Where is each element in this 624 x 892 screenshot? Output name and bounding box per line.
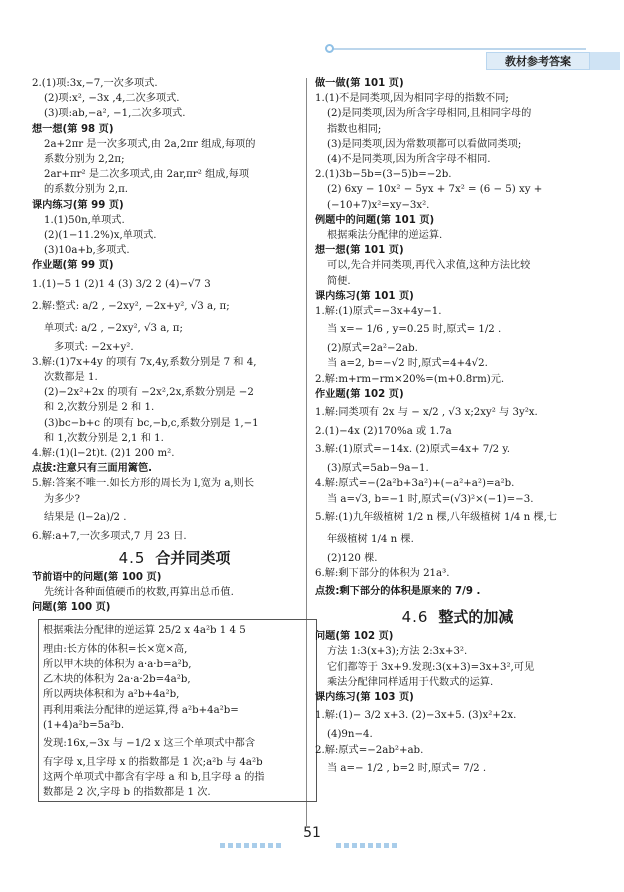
text-line: (2)原式=2a²−2ab. — [327, 343, 418, 355]
text-line: (3)原式=5ab−9a−1. — [327, 463, 429, 475]
text-line: 2.(1)项:3x,−7,一次多项式. — [32, 78, 158, 89]
text-line: 2.解:m+rm−rm×20%=(m+0.8rm)元. — [315, 373, 505, 385]
text-line: 想一想(第 98 页) — [32, 123, 114, 135]
text-line: 可以,先合并同类项,再代入求值,这种方法比较 — [327, 260, 531, 272]
boxed-answer — [38, 619, 317, 802]
boxed-line: 数都是 2 次,字母 b 的指数都是 1 次. — [43, 787, 211, 799]
section-name: 整式的加减 — [438, 608, 514, 627]
text-line: 6.解:剩下部分的体积为 21a³. — [315, 568, 450, 580]
boxed-line: 发现:16x,−3x 与 −1/2 x 这三个单项式中都含 — [43, 737, 256, 749]
text-line: 2ar+πr² 是二次多项式,由 2ar,πr² 组成,每项 — [44, 169, 250, 181]
header-ring-icon — [325, 44, 334, 53]
boxed-line: 所以甲木块的体积为 a·a·b=a²b, — [43, 658, 192, 670]
text-line: 1.(1)−5 1 (2)1 4 (3) 3/2 2 (4)−√7 3 — [32, 278, 211, 290]
text-line: 当 a=− 1/2 , b=2 时,原式= 7/2 . — [327, 762, 487, 774]
text-line: (2)(1−11.2%)x,单项式. — [44, 230, 157, 242]
text-line: 课内练习(第 101 页) — [315, 290, 414, 302]
text-line: 4.解:(1)(l−2t)t. (2)1 200 m². — [32, 448, 175, 460]
text-line: 例题中的问题(第 101 页) — [315, 214, 435, 226]
text-line: 当 x=− 1/6 , y=0.25 时,原式= 1/2 . — [327, 324, 502, 336]
text-line: 年级植树 1/4 n 棵. — [327, 533, 414, 545]
text-line: 和 1,次数分别是 2,1 和 1. — [44, 432, 164, 444]
text-line: 5.解:答案不唯一.如长方形的周长为 l,宽为 a,则长 — [32, 478, 255, 490]
text-line: 1.解:(1)− 3/2 x+3. (2)−3x+5. (3)x²+2x. — [315, 710, 517, 722]
text-line: 1.(1)50n,单项式. — [44, 214, 125, 226]
text-line: 1.解:(1)原式=−3x+4y−1. — [315, 306, 442, 318]
text-line: 乘法分配律同样适用于代数式的运算. — [327, 676, 494, 688]
boxed-line: (1+4)a²b=5a²b. — [43, 719, 125, 731]
text-line: (3)项:ab,−a², −1,二次多项式. — [44, 108, 186, 120]
text-line: 2.解:原式=−2ab²+ab. — [315, 744, 424, 756]
text-line: 点拨:剩下部分的体积是原来的 7/9 . — [315, 586, 481, 598]
right-answers-2 — [315, 629, 600, 779]
text-line: 作业题(第 99 页) — [32, 260, 114, 272]
text-line: 2.(1)3b−5b=(3−5)b=−2b. — [315, 169, 452, 181]
text-line: 点拔:注意只有三面用篱笆. — [32, 463, 153, 475]
text-line: 作业题(第 102 页) — [315, 388, 404, 400]
footer-dots-left — [220, 833, 284, 838]
text-line: 4.解:原式=−(2a²b+3a²)+(−a²+a²)=a²b. — [315, 478, 515, 490]
text-line: (4)不是同类项,因为所含字母不相同. — [327, 154, 491, 166]
boxed-line: 乙木块的体积为 2a·a·2b=4a²b, — [43, 674, 191, 686]
boxed-line: 理由:长方体的体积=长×宽×高, — [43, 643, 188, 655]
text-line: 想一想(第 101 页) — [315, 245, 404, 257]
section-title-4-5 — [32, 547, 317, 569]
text-line: (3)bc−b+c 的项有 bc,−b,c,系数分别是 1,−1 — [44, 417, 259, 429]
text-line: 2a+2πr 是一次多项式,由 2a,2πr 组成,每项的 — [44, 138, 256, 150]
text-line: 简便. — [327, 275, 351, 287]
text-line: 根据乘法分配律的逆运算. — [327, 230, 443, 242]
text-line: (2) 6xy − 10x² − 5yx + 7x² = (6 − 5) xy + — [327, 184, 543, 196]
text-line: 它们都等于 3x+9.发现:3(x+3)=3x+3²,可见 — [327, 661, 535, 673]
text-line: (2)120 棵. — [327, 552, 378, 564]
header-tab-accent — [590, 52, 620, 70]
text-line: 问题(第 102 页) — [315, 631, 394, 643]
text-line: 指数也相同; — [327, 123, 382, 135]
text-line: (3)是同类项,因为常数项都可以看做同类项; — [327, 138, 522, 150]
header-rule — [330, 48, 586, 50]
text-line: 的系数分别为 2,π. — [44, 184, 129, 196]
text-line: 为多少? — [44, 493, 81, 505]
left-answers — [32, 76, 317, 544]
page-number: 51 — [303, 825, 321, 841]
header-title: 教材参考答案 — [486, 52, 590, 70]
text-line: 方法 1:3(x+3);方法 2:3x+3². — [327, 646, 468, 658]
text-line: 课内练习(第 103 页) — [315, 692, 414, 704]
boxed-line: 有字母 x,且字母 x 的指数都是 1 次;a²b 与 4a²b — [43, 756, 263, 768]
text-line: 2.(1)−4x (2)170%a 或 1.7a — [315, 426, 452, 438]
text-line: (4)9n−4. — [327, 729, 373, 741]
text-line: (2)项:x², −3x ,4,二次多项式. — [44, 93, 180, 105]
boxed-line: 再利用乘法分配律的逆运算,得 a²b+4a²b= — [43, 704, 239, 716]
text-line: 6.解:a+7,一次多项式,7 月 23 日. — [32, 530, 187, 542]
text-line: 2.解:整式: a/2 , −2xy², −2x+y², √3 a, π; — [32, 300, 230, 312]
text-line: 单项式: a/2 , −2xy², √3 a, π; — [44, 322, 183, 334]
text-line: 当 a=2, b=−√2 时,原式=4+4√2. — [327, 358, 488, 370]
text-line: 当 a=√3, b=−1 时,原式=(√3)²×(−1)=−3. — [327, 493, 534, 505]
text-line: 1.(1)不是同类项,因为相同字母的指数不同; — [315, 93, 509, 105]
text-line: 问题(第 100 页) — [32, 602, 111, 614]
section-title-4-6 — [315, 606, 600, 628]
text-line: 3.解:(1)原式=−14x. (2)原式=4x+ 7/2 y. — [315, 444, 511, 456]
boxed-line: 这两个单项式中都含有字母 a 和 b,且字母 a 的指 — [43, 772, 265, 784]
section-name: 合并同类项 — [155, 549, 231, 568]
section-number: 4.6 — [401, 608, 429, 627]
text-line: 1.解:同类项有 2x 与 − x/2 , √3 x;2xy² 与 3y²x. — [315, 407, 538, 419]
text-line: 系数分别为 2,2π; — [44, 154, 125, 166]
text-line: (−10+7)x²=xy−3x². — [327, 199, 430, 211]
text-line: 次数都是 1. — [44, 372, 98, 384]
text-line: 5.解:(1)九年级植树 1/2 n 棵,八年级植树 1/4 n 棵,七 — [315, 511, 558, 523]
boxed-line: 所以两块体积和为 a²b+4a²b, — [43, 689, 180, 701]
left-answers-2 — [32, 570, 317, 616]
text-line: (3)10a+b,多项式. — [44, 245, 130, 257]
right-column — [315, 76, 600, 780]
text-line: (2)是同类项,因为所含字母相同,且相同字母的 — [327, 108, 532, 120]
footer-dots-right — [336, 833, 400, 838]
text-line: 3.解:(1)7x+4y 的项有 7x,4y,系数分别是 7 和 4, — [32, 356, 257, 368]
left-column — [32, 76, 317, 805]
text-line: 先统计各种面值硬币的枚数,再算出总币值. — [44, 587, 234, 599]
section-number: 4.5 — [118, 549, 146, 568]
text-line: 结果是 (l−2a)/2 . — [44, 511, 127, 523]
right-answers — [315, 76, 600, 603]
text-line: 多项式: −2x+y². — [54, 341, 134, 353]
boxed-line: 根据乘法分配律的逆运算 25/2 x 4a²b 1 4 5 — [43, 624, 246, 636]
text-line: (2)−2x²+2x 的项有 −2x²,2x,系数分别是 −2 — [44, 387, 254, 399]
text-line: 做一做(第 101 页) — [315, 78, 404, 89]
text-line: 和 2,次数分别是 2 和 1. — [44, 402, 155, 414]
text-line: 课内练习(第 99 页) — [32, 199, 124, 211]
text-line: 节前语中的问题(第 100 页) — [32, 572, 162, 584]
